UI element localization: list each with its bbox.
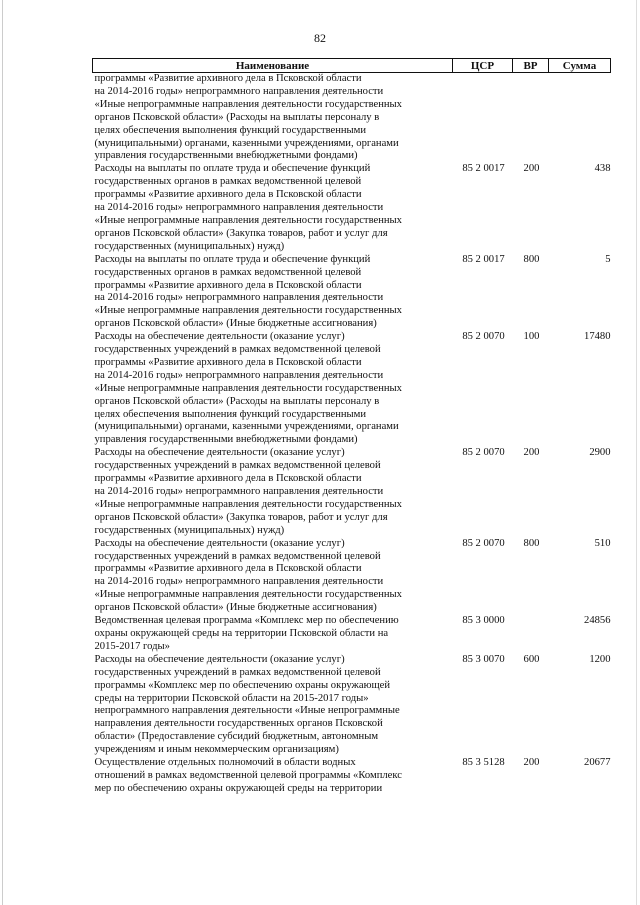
table-row: [93, 73, 611, 164]
row-vr: [513, 615, 549, 654]
row-csr: 85 3 5128: [462, 757, 505, 769]
row-sum: 510: [594, 537, 611, 549]
row-name: [93, 447, 453, 537]
row-name: [93, 757, 453, 796]
row-name-line: целях обеспечения выполнения функций государственными: [94, 124, 367, 136]
row-name-line: Расходы на обеспечение деятельности (оказание услуг): [94, 653, 345, 665]
row-vr: 800: [523, 537, 540, 549]
row-name: [93, 254, 453, 331]
row-name-line: программы «Комплекс мер по обеспечению охраны окружающей: [94, 679, 391, 691]
table-row: [93, 254, 611, 331]
row-name-line: Расходы на обеспечение деятельности (оказание услуг): [94, 331, 345, 343]
row-csr: 85 3 0000: [462, 615, 505, 627]
row-name-line: учреждениям и иным некоммерческим организациям): [94, 744, 339, 756]
row-name-line: Расходы на выплаты по оплате труда и обеспечение функций: [94, 163, 371, 175]
row-name-line: органов Псковской области» (Закупка товаров, работ и услуг для: [94, 227, 388, 239]
row-name-line: (муниципальными) органами, казенными учреждениями, органами: [94, 137, 399, 149]
row-sum: 24856: [584, 615, 611, 627]
row-vr: 200: [523, 447, 540, 459]
row-name-line: органов Псковской области» (Расходы на выплаты персоналу в: [94, 111, 380, 123]
row-name-line: программы «Развитие архивного дела в Псковской области: [94, 189, 362, 201]
row-name-line: государственных учреждений в рамках ведомственной целевой: [94, 550, 381, 562]
row-csr: [453, 73, 513, 164]
row-csr: 85 2 0070: [462, 447, 505, 459]
row-name: [93, 331, 453, 447]
row-name-line: направления деятельности государственных органов Псковской: [94, 718, 383, 730]
table-row: [93, 654, 611, 757]
header-sum: Сумма: [549, 59, 611, 73]
table-row: [93, 331, 611, 447]
header-vr: ВР: [513, 59, 549, 73]
row-name-line: «Иные непрограммные направления деятельности государственных: [94, 382, 402, 394]
table-row: [93, 163, 611, 253]
row-sum: [549, 73, 611, 164]
row-name-line: области» (Предоставление субсидий бюджетным, автономным: [94, 731, 379, 743]
row-name-line: «Иные непрограммные направления деятельности государственных: [94, 498, 402, 510]
row-name-line: 2015-2017 годы»: [94, 640, 170, 652]
row-vr: 600: [523, 653, 540, 665]
table-row: [93, 538, 611, 615]
row-sum: 5: [605, 253, 611, 265]
row-name-line: программы «Развитие архивного дела в Псковской области: [94, 473, 362, 485]
row-vr: [513, 73, 549, 164]
row-sum: 17480: [584, 331, 611, 343]
row-name-line: (муниципальными) органами, казенными учреждениями, органами: [94, 421, 399, 433]
row-name: [93, 163, 453, 253]
table-row: [93, 615, 611, 654]
row-name-line: программы «Развитие архивного дела в Псковской области: [94, 356, 362, 368]
row-name-line: «Иные непрограммные направления деятельности государственных: [94, 305, 402, 317]
page-number: 82: [314, 31, 326, 45]
row-csr: 85 2 0070: [462, 537, 505, 549]
row-name-line: на 2014-2016 годы» непрограммного направления деятельности: [94, 486, 384, 497]
row-name-line: управления государственными внебюджетными фондами): [94, 434, 358, 446]
row-name-line: на 2014-2016 годы» непрограммного направления деятельности: [94, 292, 384, 304]
row-name-line: государственных (муниципальных) нужд): [94, 240, 285, 252]
table-row: [93, 757, 611, 796]
row-name-line: на 2014-2016 годы» непрограммного направления деятельности: [94, 369, 384, 381]
row-name-line: отношений в рамках ведомственной целевой программы «Комплекс: [94, 769, 402, 781]
row-name-line: органов Псковской области» (Закупка товаров, работ и услуг для: [94, 511, 388, 523]
row-name-line: «Иные непрограммные направления деятельности государственных: [94, 589, 402, 601]
row-name-line: среды на территории Псковской области на 2015-2017 годы»: [94, 692, 369, 704]
row-vr: 800: [523, 253, 540, 265]
row-name-line: Расходы на обеспечение деятельности (оказание услуг): [94, 537, 345, 549]
row-name-line: «Иные непрограммные направления деятельности государственных: [94, 214, 402, 226]
row-csr: 85 3 0070: [462, 653, 505, 665]
row-sum: 2900: [589, 447, 611, 459]
row-name-line: государственных учреждений в рамках ведомственной целевой: [94, 460, 381, 472]
table-header-row: [93, 59, 611, 73]
row-sum: 1200: [589, 653, 611, 665]
row-sum: 20677: [584, 757, 611, 769]
row-name-line: государственных (муниципальных) нужд): [94, 524, 285, 536]
row-name-line: программы «Развитие архивного дела в Псковской области: [94, 279, 362, 291]
row-name-line: «Иные непрограммные направления деятельности государственных: [94, 98, 402, 110]
row-name-line: органов Псковской области» (Расходы на выплаты персоналу в: [94, 395, 380, 407]
header-name: Наименование: [93, 59, 453, 73]
row-name-line: управления государственными внебюджетными фондами): [94, 150, 358, 162]
row-name-line: Ведомственная целевая программа «Комплекс мер по обеспечению: [94, 615, 399, 627]
row-sum: 438: [594, 163, 611, 175]
row-csr: 85 2 0017: [462, 253, 505, 265]
row-vr: 200: [523, 757, 540, 769]
row-csr: 85 2 0017: [462, 163, 505, 175]
row-name-line: на 2014-2016 годы» непрограммного направления деятельности: [94, 85, 384, 97]
row-name-line: государственных учреждений в рамках ведомственной целевой: [94, 344, 381, 356]
row-name: [93, 654, 453, 757]
header-csr: ЦСР: [453, 59, 513, 73]
row-name-line: на 2014-2016 годы» непрограммного направления деятельности: [94, 202, 384, 214]
table-body: [93, 73, 611, 796]
row-name-line: программы «Развитие архивного дела в Псковской области: [94, 73, 362, 84]
table-row: [93, 447, 611, 537]
row-name-line: органов Псковской области» (Иные бюджетные ассигнования): [94, 602, 377, 614]
page-edge-left: [2, 0, 3, 905]
row-vr: 100: [523, 331, 540, 343]
row-name-line: на 2014-2016 годы» непрограммного направления деятельности: [94, 576, 384, 588]
row-csr: 85 2 0070: [462, 331, 505, 343]
row-name-line: непрограммного направления деятельности «Иные непрограммные: [94, 705, 400, 717]
row-name: [93, 615, 453, 654]
row-name-line: Расходы на выплаты по оплате труда и обеспечение функций: [94, 253, 371, 265]
row-name-line: программы «Развитие архивного дела в Псковской области: [94, 563, 362, 575]
budget-table: [92, 58, 611, 796]
row-name-line: Осуществление отдельных полномочий в области водных: [94, 757, 356, 769]
row-name-line: государственных органов в рамках ведомственной целевой: [94, 176, 362, 188]
row-name-line: целях обеспечения выполнения функций государственными: [94, 408, 367, 420]
row-name-line: мер по обеспечению охраны окружающей среды на территории: [94, 782, 383, 794]
row-name-line: охраны окружающей среды на территории Псковской области на: [94, 627, 389, 639]
row-vr: 200: [523, 163, 540, 175]
row-name-line: государственных органов в рамках ведомственной целевой: [94, 266, 362, 278]
row-name-line: Расходы на обеспечение деятельности (оказание услуг): [94, 447, 345, 459]
row-name: [93, 73, 453, 164]
row-name-line: государственных учреждений в рамках ведомственной целевой: [94, 666, 381, 678]
row-name: [93, 538, 453, 615]
row-name-line: органов Псковской области» (Иные бюджетные ассигнования): [94, 318, 377, 330]
page-edge-right: [636, 0, 637, 905]
